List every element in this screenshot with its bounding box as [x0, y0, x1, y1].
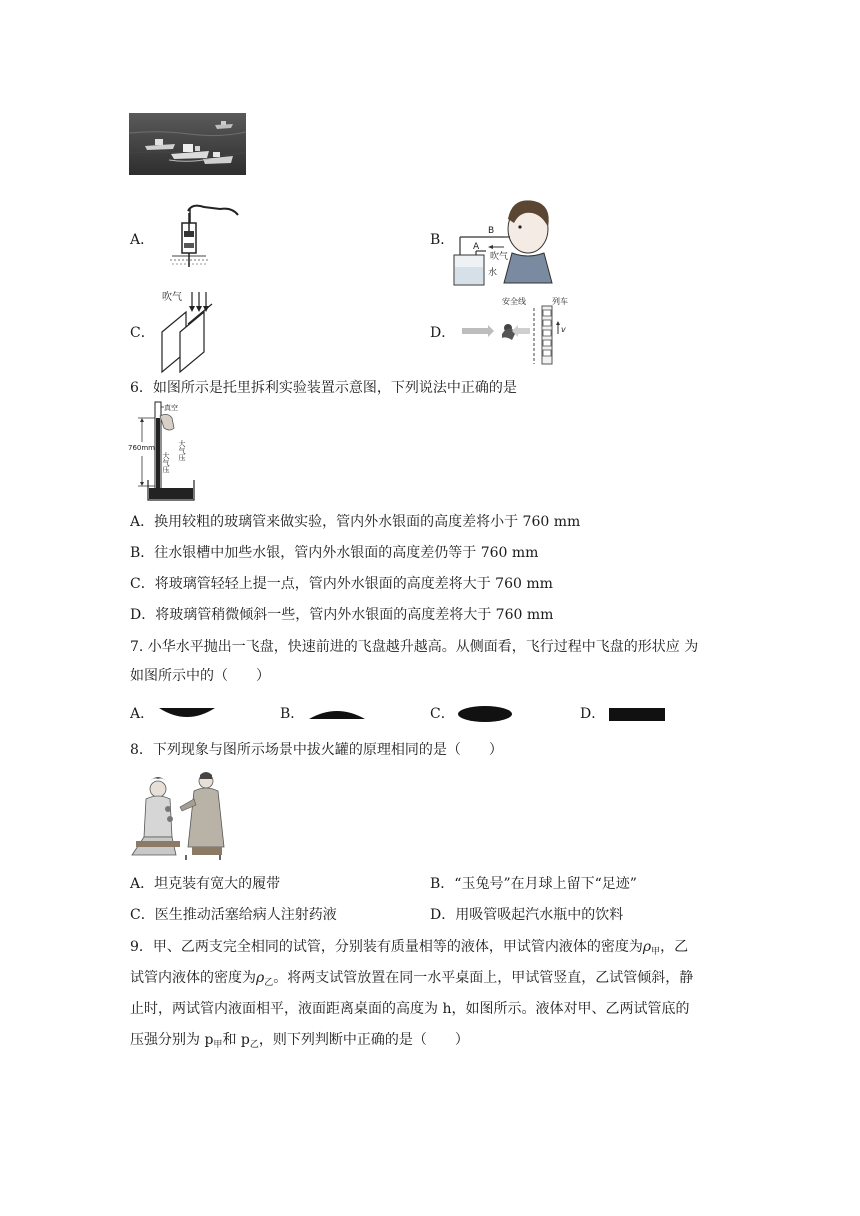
train-safety-figure	[458, 294, 578, 366]
q9-line-3: 止时，两试管内液面相平，液面距离桌面的高度为 h，如图所示。液体对甲、乙两试管底的	[130, 1001, 690, 1017]
q7-option-d-label: D．	[580, 706, 606, 722]
q9-line-1-text-a: 9．甲、乙两支完全相同的试管，分别装有质量相等的液体，甲试管内液体的密度为	[130, 939, 643, 955]
disc-shape-d	[609, 708, 665, 721]
q9-p-yi-sub: 乙	[249, 1040, 259, 1050]
q9-line-2-text-a: 试管内液体的密度为	[130, 970, 256, 986]
q8-option-d: D．用吸管吸起汽水瓶中的饮料	[430, 907, 624, 923]
q9-rho-jia-sub: 甲	[651, 947, 661, 957]
cupping-scene-figure	[128, 767, 228, 861]
q9-line-4-text-a: 压强分别为 p	[130, 1032, 214, 1048]
fig-b-blow-label: 吹气	[490, 252, 509, 262]
q9-line-4-text-c: ，则下列判断中正确的是（ ）	[258, 1032, 469, 1048]
q7-stem-line-1: 7. 小华水平抛出一飞盘，快速前进的飞盘越升越高。从侧面看，飞行过程中飞盘的形状应 为	[130, 639, 699, 655]
fig-c-blow-label: 吹气	[162, 292, 182, 303]
q8-option-b: B．“玉兔号”在月球上留下“足迹”	[430, 876, 637, 892]
q9-line-4-text-b: 和 p	[222, 1032, 250, 1048]
fig6-vacuum-label: 真空	[164, 404, 178, 412]
fig-d-v-label: v	[561, 325, 566, 334]
fig6-height-label: 760mm	[128, 444, 155, 452]
q9-line-1	[130, 937, 688, 962]
q9-line-2	[130, 968, 693, 993]
q6-stem: 6．如图所示是托里拆利实验装置示意图，下列说法中正确的是	[130, 380, 517, 396]
fig-b-label-b: B	[488, 226, 495, 236]
fig-d-safety-line-label: 安全线	[502, 297, 526, 306]
q7-stem-line-2: 如图所示中的（ ）	[130, 668, 270, 684]
q5-option-d-label: D．	[430, 325, 456, 341]
q7-option-a-label: A．	[130, 706, 155, 722]
blowing-boy-figure	[452, 193, 562, 290]
q6-option-b: B．往水银槽中加些水银，管内外水银面的高度差仍等于 760 mm	[130, 545, 539, 561]
q9-line-2-text-c: 。将两支试管放置在同一水平桌面上，甲试管竖直，乙试管倾斜，静	[273, 970, 694, 986]
fig-b-water-label: 水	[488, 268, 498, 278]
fig6-atm-label-2: 大气压	[178, 440, 186, 461]
fig-d-train-label: 列车	[552, 297, 568, 306]
paper-sheets-figure	[150, 288, 220, 374]
q6-option-d: D．将玻璃管稍微倾斜一些，管内外水银面的高度差将大于 760 mm	[130, 607, 554, 623]
q9-rho-yi: ρ	[256, 970, 265, 986]
disc-shape-b	[308, 707, 366, 721]
q8-option-a: A．坦克装有宽大的履带	[130, 876, 281, 892]
q7-option-b-label: B．	[280, 706, 305, 722]
torricelli-figure	[128, 400, 200, 504]
disc-shape-c	[456, 704, 514, 724]
ship-photo	[129, 113, 246, 175]
q8-option-c: C．医生推动活塞给病人注射药液	[130, 907, 337, 923]
fig6-atm-label-1: 大气压	[162, 452, 170, 473]
q5-option-c-label: C．	[130, 325, 155, 341]
q9-p-jia-sub: 甲	[213, 1040, 223, 1050]
q9-rho-jia: ρ	[642, 939, 652, 955]
q5-option-a-label: A．	[130, 232, 155, 248]
q6-option-c: C．将玻璃管轻轻上提一点，管内外水银面的高度差将大于 760 mm	[130, 576, 553, 592]
q6-option-a: A．换用较粗的玻璃管来做实验，管内外水银面的高度差将小于 760 mm	[130, 514, 581, 530]
fig-b-label-a: A	[473, 242, 480, 252]
q9-rho-yi-sub: 乙	[264, 978, 274, 988]
q9-line-1-text-c: ，乙	[660, 939, 689, 955]
disc-shape-a	[158, 706, 216, 720]
q7-option-c-label: C．	[430, 706, 455, 722]
q5-option-b-label: B．	[430, 232, 455, 248]
pump-figure	[160, 201, 240, 269]
q8-stem: 8．下列现象与图所示场景中拔火罐的原理相同的是（ ）	[130, 742, 503, 758]
q9-line-4	[130, 1030, 469, 1055]
